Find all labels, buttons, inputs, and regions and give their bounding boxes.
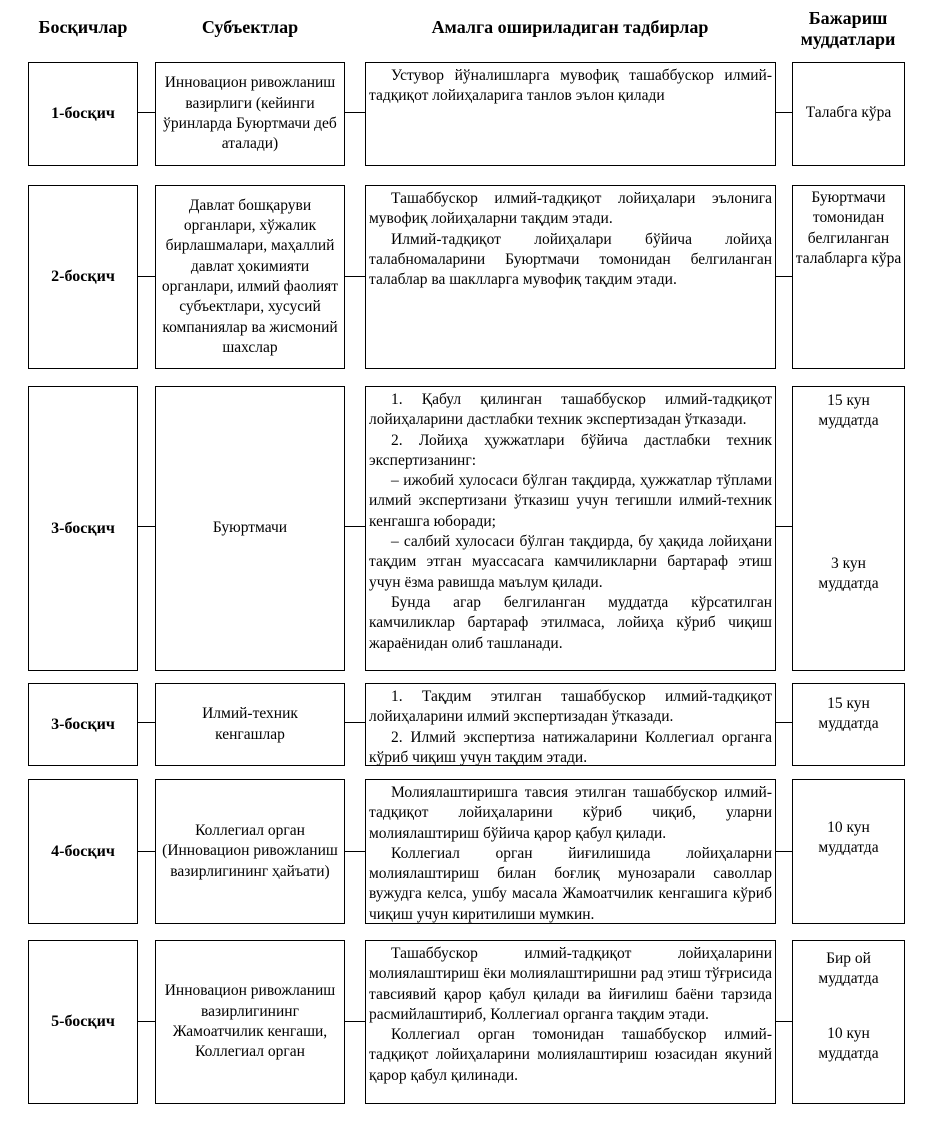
header-deadlines: [790, 8, 906, 50]
deadline-label: 15 кун муддатда: [818, 392, 879, 430]
subject-label: Илмий-техник кенгашлар: [202, 705, 298, 743]
connector-line: [345, 851, 365, 852]
header-subjects: Субъектлар: [201, 17, 299, 37]
actions-box-4: [365, 683, 776, 766]
action-paragraph: 2. Лойиҳа ҳужжатлари бўйича дастлабки техник экспертизанинг:: [369, 431, 772, 469]
connector-line: [345, 1021, 365, 1022]
subject-box-6: [155, 940, 345, 1104]
subject-box-5: [155, 779, 345, 924]
stage-label: 1-босқич: [51, 105, 115, 122]
actions-box-3: [365, 386, 776, 671]
connector-line: [776, 526, 792, 527]
action-paragraph: Ташаббускор илмий-тадқиқот лойиҳаларини молиялаштириш ёки молиялаштиришни рад этиш тўғрисида тавсиявий қарор қабул қилади ва йиғилиш баёни тарзида расмийлаштириб, Коллегиал органга тақдим этади.: [369, 945, 772, 1023]
action-paragraph: – ижобий хулосаси бўлган тақдирда, ҳужжатлар тўплами илмий экспертизани ўтказиш учун тегишли илмий-техник кенгашга юборади;: [369, 472, 772, 530]
deadline-label: Бир ой муддатда: [818, 950, 879, 988]
subject-box-3: [155, 386, 345, 671]
connector-line: [345, 276, 365, 277]
stage-label: 3-босқич: [51, 715, 115, 733]
action-paragraph: Бунда агар белгиланган муддатда кўрсатилган камчиликлар бартараф этилмаса, лойиҳа кўриб чиқиш жараёнидан олиб ташланади.: [369, 593, 772, 652]
subject-label: Инновацион ривожланиш вазирлиги (кейинги ўринларда Буюртмачи деб аталади): [163, 74, 337, 153]
stage-label: 2-босқич: [51, 268, 115, 285]
action-paragraph: Коллегиал орган томонидан ташаббускор илмий-тадқиқот лойиҳаларини молиялаштириш юзасидан якуний қарор қабул қилинади.: [369, 1026, 772, 1084]
subject-box-4: [155, 683, 345, 766]
deadline-box-2: [792, 185, 905, 369]
connector-line: [138, 722, 155, 723]
action-paragraph: Молиялаштиришга тавсия этилган ташаббускор илмий-тадқиқот лойиҳаларини кўриб чиқиб, уларни молиялаштириш бўйича қарор қабул қилади.: [369, 784, 772, 842]
connector-line: [776, 851, 792, 852]
header-stages: Босқичлар: [38, 17, 128, 37]
deadline-label: 15 кун муддатда: [818, 695, 879, 733]
actions-box-6: [365, 940, 776, 1104]
deadline-label: 10 кун муддатда: [818, 1024, 879, 1062]
subject-label: Буюртмачи: [212, 519, 288, 537]
stage-label: 3-босқич: [51, 519, 115, 537]
action-paragraph: 1. Тақдим этилган ташаббускор илмий-тадқиқот лойиҳаларини илмий экспертизадан ўтказади.: [369, 688, 772, 726]
stage-box-3: [28, 386, 138, 671]
actions-box-5: [365, 779, 776, 924]
action-paragraph: Коллегиал орган йиғилишида лойиҳаларни молиялаштириш билан боғлиқ мунозарали саволлар вужудга келса, ушбу масала Жамоатчилик кенгашига кўриб чиқиш учун киритилиши мумкин.: [369, 844, 772, 923]
connector-line: [345, 722, 365, 723]
action-paragraph: 2. Илмий экспертиза натижаларини Коллегиал органга кўриб чиқиш учун тақдим этади.: [369, 728, 772, 766]
action-paragraph: – салбий хулосаси бўлган тақдирда, бу ҳақида лойиҳани тақдим этган муассасага камчиликларни бартараф этиш учун ёзма равишда маълум қилади.: [369, 533, 772, 591]
stage-label: 5-босқич: [51, 1013, 115, 1030]
header-deadlines-line1: Бажариш: [808, 8, 888, 28]
action-paragraph: 1. Қабул қилинган ташаббускор илмий-тадқиқот лойиҳаларини дастлабки техник экспертизадан ўтказади.: [369, 391, 772, 429]
subject-label: Коллегиал орган (Инновацион ривожланиш вазирлигининг ҳайъати): [162, 822, 338, 880]
deadline-label: 3 кун муддатда: [818, 554, 879, 592]
stage-box-4: [28, 683, 138, 766]
header-actions: Амалга ошириладиган тадбирлар: [431, 17, 709, 37]
connector-line: [776, 276, 792, 277]
stage-box-6: [28, 940, 138, 1104]
connector-line: [138, 851, 155, 852]
connector-line: [138, 276, 155, 277]
connector-line: [138, 1021, 155, 1022]
actions-box-2: [365, 185, 776, 369]
subject-box-1: [155, 62, 345, 166]
stage-box-5: [28, 779, 138, 924]
stage-box-2: [28, 185, 138, 369]
deadline-box-4: [792, 683, 905, 766]
connector-line: [138, 526, 155, 527]
header-deadlines-line2: муддатлари: [800, 29, 896, 49]
deadline-label: 10 кун муддатда: [818, 819, 879, 857]
connector-line: [776, 1021, 792, 1022]
connector-line: [345, 112, 365, 113]
action-paragraph: Ташаббускор илмий-тадқиқот лойиҳалари эълонига мувофиқ лойиҳаларни тақдим этади.: [369, 190, 772, 228]
deadline-box-6: [792, 940, 905, 1104]
deadline-box-1: [792, 62, 905, 166]
deadline-box-5: [792, 779, 905, 924]
deadline-box-3: [792, 386, 905, 671]
actions-box-1: [365, 62, 776, 166]
stage-label: 4-босқич: [51, 842, 115, 860]
connector-line: [776, 722, 792, 723]
deadline-label: Буюртмачи томонидан белгиланган талабларга кўра: [795, 189, 902, 267]
action-paragraph: Устувор йўналишларга мувофиқ ташаббускор илмий-тадқиқот лойиҳаларига танлов эълон қилади: [369, 67, 772, 105]
deadline-label: Талабга кўра: [805, 104, 892, 121]
connector-line: [776, 112, 792, 113]
connector-line: [138, 112, 155, 113]
action-paragraph: Илмий-тадқиқот лойиҳалари бўйича лойиҳа талабномаларини Буюртмачи томонидан белгиланган талаблар ва шаклларга мувофиқ тақдим этади.: [369, 230, 772, 289]
stage-box-1: [28, 62, 138, 166]
connector-line: [345, 526, 365, 527]
subject-label: Инновацион ривожланиш вазирлигининг Жамоатчилик кенгаши, Коллегиал орган: [164, 982, 336, 1061]
subject-label: Давлат бошқаруви органлари, хўжалик бирлашмалари, маҳаллий давлат ҳокимияти органлари, илмий фаолият субъектлари, хусусий компаниялар ва жисмоний шахслар: [161, 196, 339, 356]
subject-box-2: [155, 185, 345, 369]
